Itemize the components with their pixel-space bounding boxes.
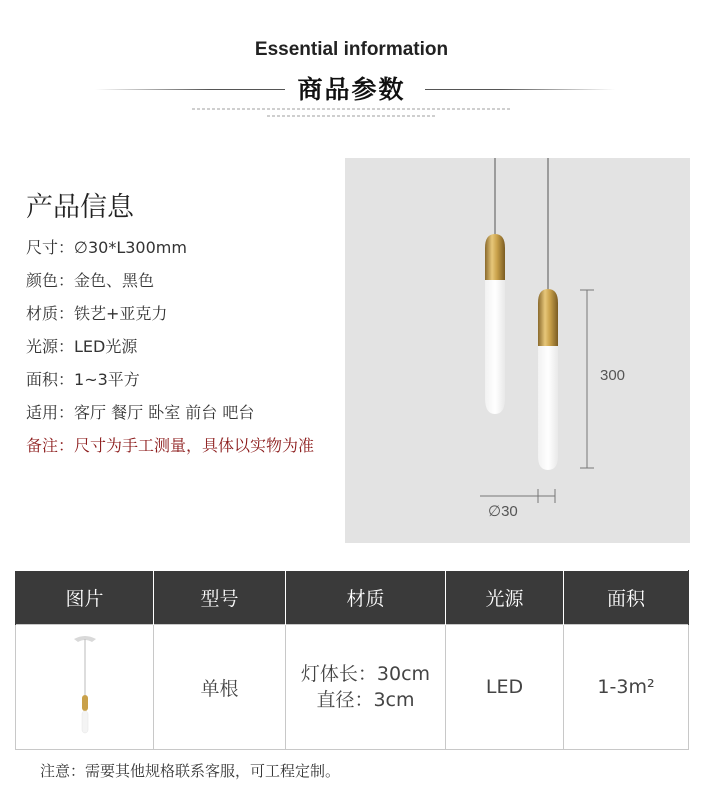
spec-value: LED光源 — [74, 337, 138, 356]
spec-value: 客厅 餐厅 卧室 前台 吧台 — [74, 403, 255, 422]
lamp-cap-right — [538, 289, 558, 346]
header-area: 面积 — [564, 571, 689, 625]
spec-value: ∅30*L300mm — [74, 238, 187, 257]
length-label: 300 — [600, 367, 626, 384]
diameter-label: ∅30 — [488, 503, 518, 520]
lamp-cap-left — [485, 234, 505, 280]
english-title: Essential information — [254, 39, 449, 60]
header-light-source: 光源 — [446, 571, 564, 625]
spec-color — [26, 270, 346, 292]
decorative-subtext — [180, 108, 523, 122]
spec-material — [26, 303, 346, 325]
product-info — [26, 190, 346, 457]
spec-value: 金色、黑色 — [74, 271, 155, 290]
footnote: 注意：需要其他规格联系客服，可工程定制。 — [40, 762, 341, 780]
spec-light-source — [26, 336, 346, 358]
lamp-tube-left — [485, 280, 505, 414]
spec-key: 面积： — [26, 370, 75, 389]
cell-area: 1-3m² — [564, 625, 689, 750]
product-info-title: 产品信息 — [26, 192, 134, 223]
product-note — [26, 435, 346, 457]
header-model: 型号 — [154, 571, 286, 625]
header-image: 图片 — [16, 571, 154, 625]
cell-image — [16, 625, 154, 750]
table-row — [16, 625, 689, 750]
spec-usage — [26, 402, 346, 424]
material-diameter: 直径：3cm — [316, 689, 415, 711]
lamp-thumbnail — [16, 625, 154, 744]
spec-key: 尺寸： — [26, 238, 75, 257]
header-material: 材质 — [286, 571, 446, 625]
cell-model: 单根 — [154, 625, 286, 750]
note-value: 尺寸为手工测量，具体以实物为准 — [74, 436, 315, 455]
spec-key: 材质： — [26, 304, 75, 323]
section-header — [0, 0, 703, 140]
product-photo — [345, 158, 690, 543]
material-length: 灯体长：30cm — [300, 663, 431, 685]
spec-value: 1~3平方 — [74, 370, 140, 389]
lamp-tube-right — [538, 346, 558, 470]
spec-area — [26, 369, 346, 391]
chinese-title: 商品参数 — [297, 75, 406, 104]
table-header-row — [16, 571, 689, 625]
title-line-right — [425, 89, 615, 90]
note-key: 备注： — [26, 436, 75, 455]
spec-table — [15, 570, 689, 750]
spec-key: 光源： — [26, 337, 75, 356]
spec-key: 颜色： — [26, 271, 75, 290]
spec-key: 适用： — [26, 403, 75, 422]
cell-light-source: LED — [446, 625, 564, 750]
cell-material — [286, 625, 446, 750]
pendant-lamp-illustration — [345, 158, 690, 543]
spec-size — [26, 237, 346, 259]
spec-value: 铁艺+亚克力 — [74, 304, 168, 323]
